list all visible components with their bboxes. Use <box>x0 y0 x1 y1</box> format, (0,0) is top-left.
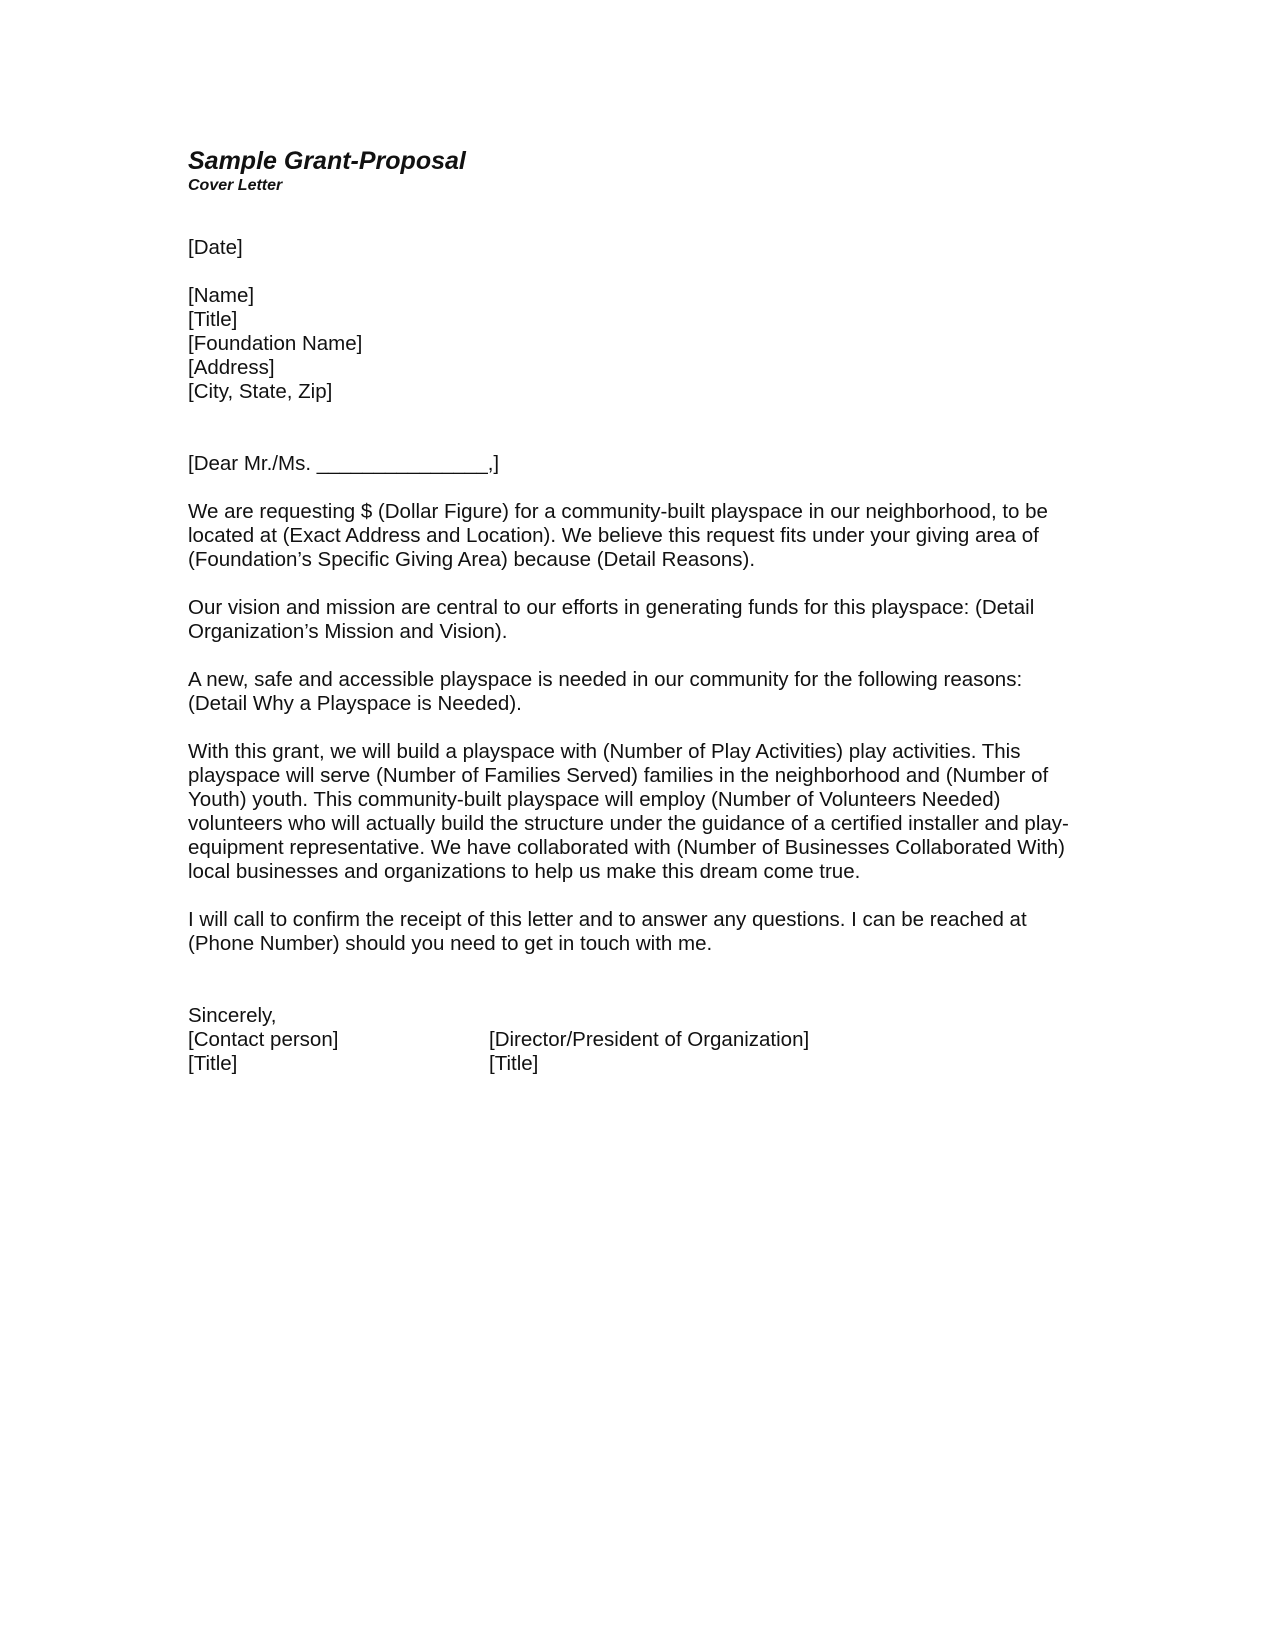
recipient-title: [Title] <box>188 308 238 331</box>
paragraph-line: local businesses and organizations to help us make this dream come true. <box>188 860 861 883</box>
document-title: Sample Grant-Proposal <box>188 147 466 175</box>
signature-title-row <box>188 1052 1088 1076</box>
signature-director-title: [Title] <box>489 1052 539 1075</box>
recipient-foundation: [Foundation Name] <box>188 332 363 355</box>
paragraph-line: volunteers who will actually build the structure under the guidance of a certified installer and play- <box>188 812 1069 835</box>
salutation: [Dear Mr./Ms. _______________,] <box>188 452 500 475</box>
document-subtitle: Cover Letter <box>188 177 283 194</box>
recipient-name: [Name] <box>188 284 255 307</box>
signature-contact-title: [Title] <box>188 1052 238 1075</box>
paragraph-line: We are requesting $ (Dollar Figure) for a community-built playspace in our neighborhood, to be <box>188 500 1048 523</box>
paragraph-line: equipment representative. We have collaborated with (Number of Businesses Collaborated With) <box>188 836 1066 859</box>
signature-name-row <box>188 1028 1088 1052</box>
body-paragraph-4 <box>188 740 1088 884</box>
signature-contact-name: [Contact person] <box>188 1028 339 1051</box>
body-paragraph-3 <box>188 668 1088 716</box>
recipient-city-state-zip: [City, State, Zip] <box>188 380 333 403</box>
paragraph-line: (Detail Why a Playspace is Needed). <box>188 692 522 715</box>
closing: Sincerely, <box>188 1004 277 1027</box>
paragraph-line: I will call to confirm the receipt of this letter and to answer any questions. I can be reached at <box>188 908 1027 931</box>
paragraph-line: A new, safe and accessible playspace is needed in our community for the following reasons: <box>188 668 1023 691</box>
date-line: [Date] <box>188 236 243 259</box>
paragraph-line: (Foundation’s Specific Giving Area) because (Detail Reasons). <box>188 548 756 571</box>
body-paragraph-2 <box>188 596 1088 644</box>
paragraph-line: located at (Exact Address and Location). We believe this request fits under your giving area of <box>188 524 1039 547</box>
paragraph-line: Youth) youth. This community-built playspace will employ (Number of Volunteers Needed) <box>188 788 1001 811</box>
paragraph-line: With this grant, we will build a playspace with (Number of Play Activities) play activities. This <box>188 740 1021 763</box>
signature-director-name: [Director/President of Organization] <box>489 1028 810 1051</box>
recipient-address: [Address] <box>188 356 275 379</box>
recipient-address-block <box>188 284 1088 404</box>
paragraph-line: playspace will serve (Number of Families Served) families in the neighborhood and (Number of <box>188 764 1049 787</box>
body-paragraph-5 <box>188 908 1088 956</box>
letter-content <box>188 146 1088 1076</box>
paragraph-line: Organization’s Mission and Vision). <box>188 620 508 643</box>
paragraph-line: (Phone Number) should you need to get in touch with me. <box>188 932 713 955</box>
body-paragraph-1 <box>188 500 1088 572</box>
paragraph-line: Our vision and mission are central to our efforts in generating funds for this playspace: (Detail <box>188 596 1035 619</box>
